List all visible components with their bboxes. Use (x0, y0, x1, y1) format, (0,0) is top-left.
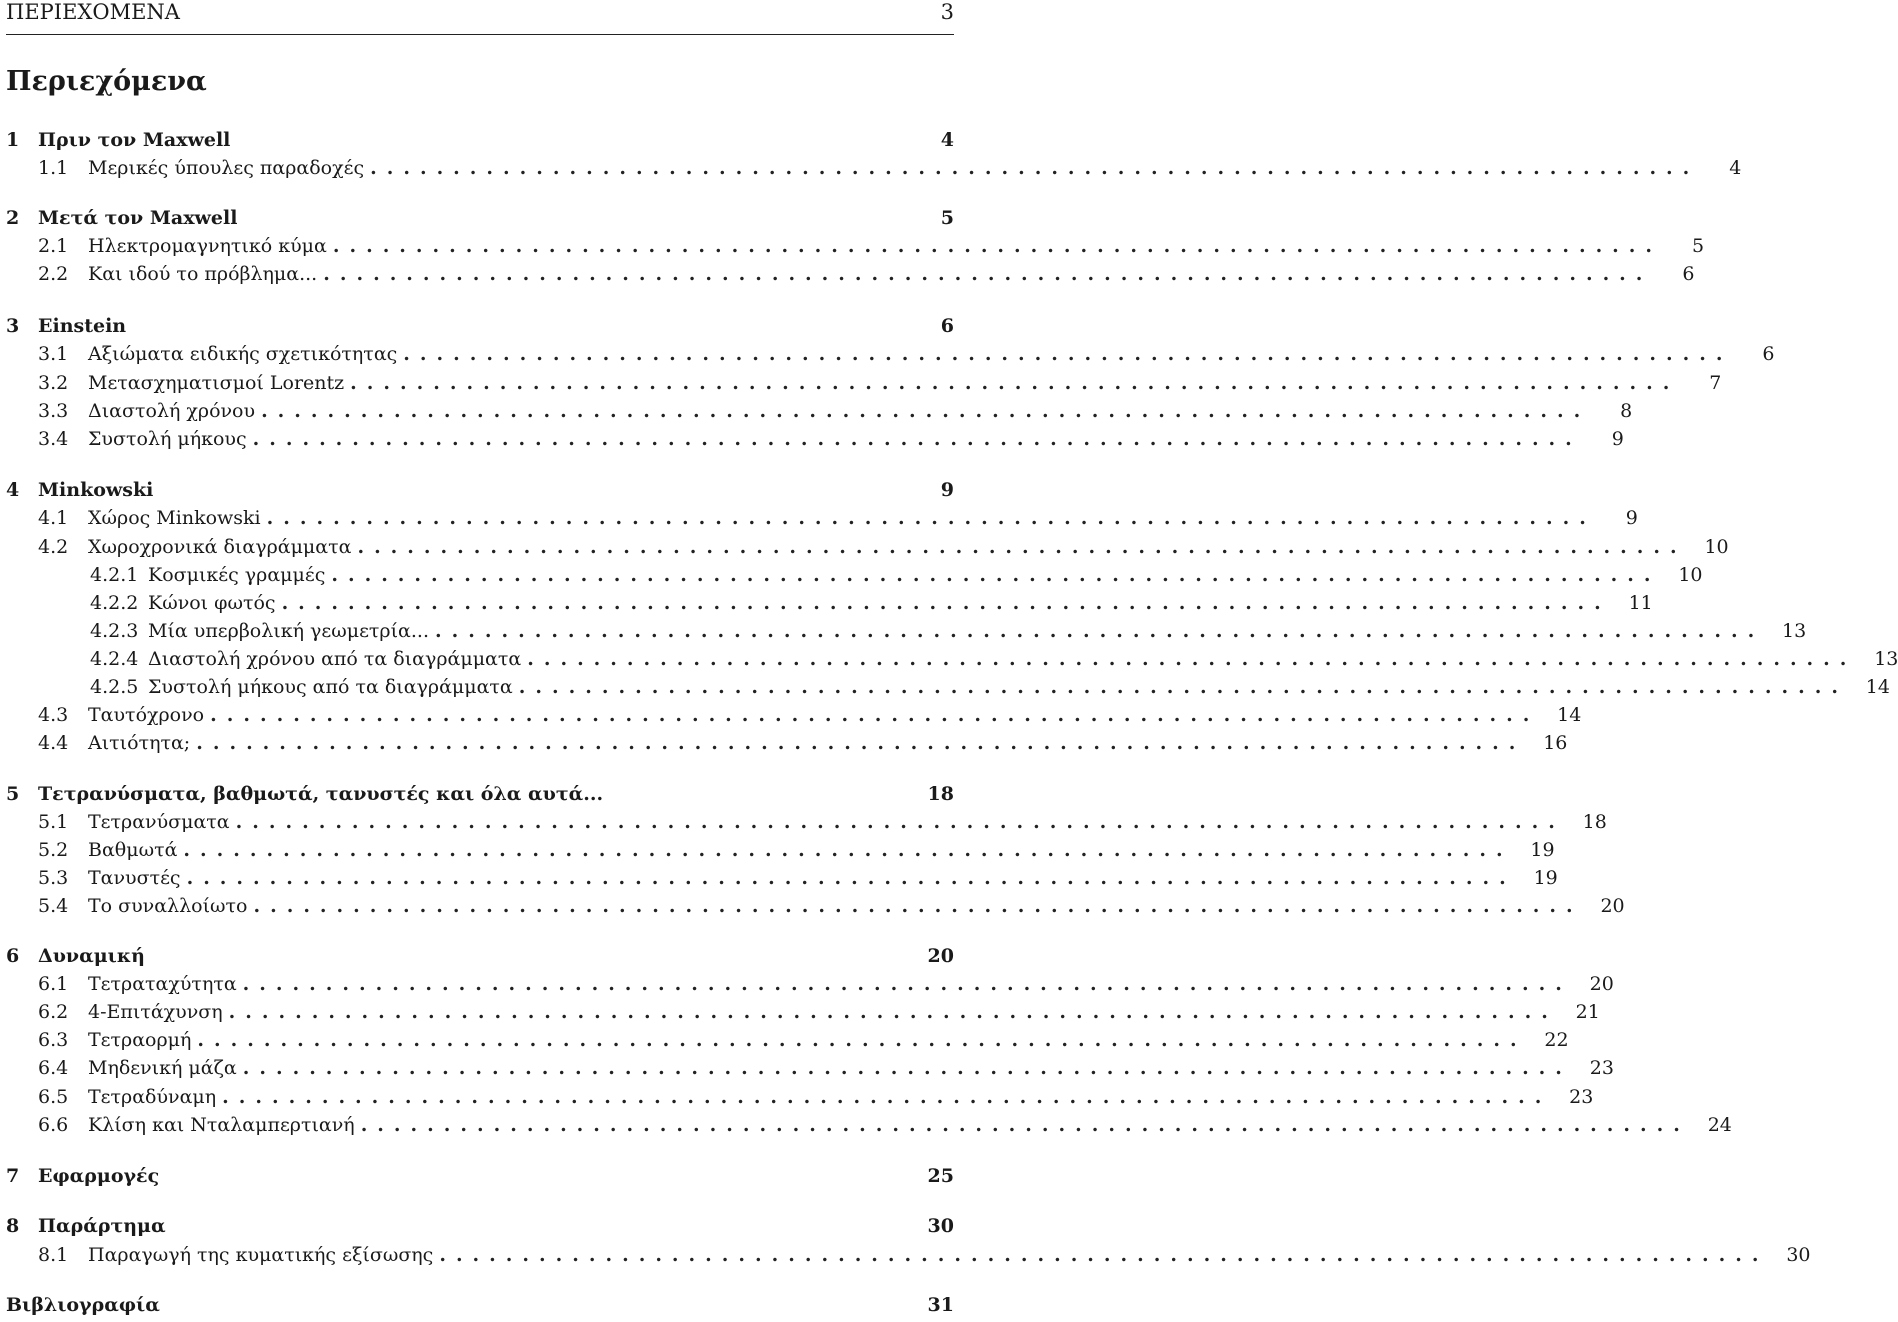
toc-entry-number: 4.2.3 (90, 620, 139, 642)
toc-entry-page: 5 (940, 207, 954, 229)
toc-entry-title: Minkowski (38, 479, 154, 501)
toc-entry-number: 3.1 (38, 343, 69, 365)
toc-entry-page: 24 (1707, 1114, 1732, 1136)
dot-leader: ................................................................................ (242, 1057, 1572, 1079)
toc-entry-title: Τετραδύναμη (88, 1086, 217, 1108)
toc-entry-number: 2.2 (38, 263, 69, 285)
toc-entry-number: 4.1 (38, 507, 69, 529)
toc-entry[interactable] (6, 369, 1722, 397)
toc-entry-number: 2.1 (38, 235, 69, 257)
toc-entry[interactable] (6, 864, 1558, 892)
toc-entry-title: Τετρανύσματα (88, 811, 230, 833)
toc-entry-title: Τετραορμή (88, 1029, 192, 1051)
running-header-title: ΠΕΡΙΕΧΟΜΕΝΑ (6, 0, 180, 24)
toc-entry-page: 20 (927, 945, 954, 967)
toc-entry-page: 20 (1589, 973, 1614, 995)
toc-entry-page: 30 (1786, 1244, 1811, 1266)
toc-entry-number: 6.6 (38, 1114, 69, 1136)
toc-entry-number: 3.2 (38, 372, 69, 394)
toc-entry-title: Το συναλλοίωτο (88, 895, 248, 917)
toc-entry-number: 8 (6, 1215, 20, 1237)
toc-entry-page: 19 (1530, 839, 1555, 861)
toc-entry[interactable] (6, 126, 954, 154)
dot-leader: ................................................................................ (518, 676, 1848, 698)
toc-entry-page: 23 (1569, 1086, 1594, 1108)
toc-entry-number: 6.4 (38, 1057, 69, 1079)
toc-entry[interactable] (6, 561, 1703, 589)
toc-entry-title: Αξιώματα ειδικής σχετικότητας (88, 343, 398, 365)
toc-entry-number: 6.2 (38, 1001, 69, 1023)
toc-entry[interactable] (6, 892, 1625, 920)
toc-entry-number: 2 (6, 207, 20, 229)
toc-entry-page: 23 (1589, 1057, 1614, 1079)
toc-entry-page: 8 (1620, 400, 1633, 422)
toc-entry-number: 6.3 (38, 1029, 69, 1051)
toc-entry-title: Διαστολή χρόνου από τα διαγράμματα (148, 648, 522, 670)
toc-entry-number: 4.3 (38, 704, 69, 726)
toc-entry-number: 1.1 (38, 157, 69, 179)
toc-entry[interactable] (6, 1162, 954, 1190)
dot-leader: ................................................................................ (210, 704, 1540, 726)
toc-entry[interactable] (6, 617, 1807, 645)
toc-entry-page: 13 (1874, 648, 1898, 670)
toc-entry-title: Παράρτημα (38, 1215, 166, 1237)
toc-entry-title: Βιβλιογραφία (6, 1294, 160, 1316)
dot-leader: ................................................................................ (186, 867, 1516, 889)
toc-entry-title: Κλίση και Νταλαμπερτιανή (88, 1114, 355, 1136)
toc-entry-page: 6 (940, 315, 954, 337)
toc-entry-page: 20 (1600, 895, 1625, 917)
page-number: 3 (940, 0, 954, 24)
toc-entry-page: 6 (1682, 263, 1695, 285)
dot-leader: ................................................................................ (350, 372, 1680, 394)
toc-entry[interactable] (6, 154, 1742, 182)
dot-leader: ................................................................................ (253, 895, 1583, 917)
toc-entry-title: Ηλεκτρομαγνητικό κύμα (88, 235, 327, 257)
toc-entry-page: 9 (1611, 428, 1624, 450)
toc-entry-title: Τετρανύσματα, βαθμωτά, τανυστές και όλα αυτά... (38, 783, 604, 805)
toc-entry[interactable] (6, 1026, 1569, 1054)
toc-entry-page: 10 (1678, 564, 1703, 586)
toc-entry-page: 16 (1543, 732, 1568, 754)
dot-leader: ................................................................................ (435, 620, 1765, 642)
dot-leader: ................................................................................ (252, 428, 1582, 450)
dot-leader: ................................................................................ (439, 1244, 1769, 1266)
toc-entry-page: 9 (1625, 507, 1638, 529)
toc-entry-number: 4 (6, 479, 20, 501)
toc-entry-page: 6 (1762, 343, 1775, 365)
toc-entry[interactable] (6, 808, 1607, 836)
toc-entry-title: Κοσμικές γραμμές (148, 564, 326, 586)
toc-entry-page: 5 (1691, 235, 1705, 257)
toc-entry-title: Μερικές ύπουλες παραδοχές (88, 157, 365, 179)
toc-entry-title: Μηδενική μάζα (88, 1057, 237, 1079)
toc-entry-title: 4-Επιτάχυνση (88, 1001, 223, 1023)
toc-entry-title: Einstein (38, 315, 127, 337)
toc-entry-number: 3.4 (38, 428, 69, 450)
toc-entry[interactable] (6, 1083, 1594, 1111)
toc-entry-number: 3 (6, 315, 20, 337)
dot-leader: ................................................................................ (403, 343, 1733, 365)
toc-entry-number: 5.1 (38, 811, 69, 833)
toc-entry-page: 21 (1575, 1001, 1600, 1023)
toc-entry-number: 7 (6, 1165, 20, 1187)
toc-entry-title: Συστολή μήκους (88, 428, 247, 450)
toc-entry-title: Και ιδού το πρόβλημα... (88, 263, 318, 285)
dot-leader: ................................................................................ (323, 263, 1653, 285)
dot-leader: ................................................................................ (370, 157, 1700, 179)
toc-entry-page: 13 (1782, 620, 1807, 642)
toc-entry[interactable] (6, 340, 1775, 368)
dot-leader: ................................................................................ (197, 1029, 1527, 1051)
toc-entry[interactable] (6, 397, 1633, 425)
toc-entry-number: 4.2.5 (90, 676, 139, 698)
toc-entry[interactable] (6, 232, 1705, 260)
toc-entry-title: Μία υπερβολική γεωμετρία... (148, 620, 430, 642)
dot-leader: ................................................................................ (357, 536, 1687, 558)
toc-entry[interactable] (6, 998, 1600, 1026)
toc-entry[interactable] (6, 1241, 1811, 1269)
toc-entry-number: 5.2 (38, 839, 69, 861)
toc-entry-page: 7 (1709, 372, 1722, 394)
toc-entry-title: Μετά τον Maxwell (38, 207, 238, 229)
toc-entry-number: 4.4 (38, 732, 69, 754)
dot-leader: ................................................................................ (281, 592, 1611, 614)
toc-entry-title: Χωροχρονικά διαγράμματα (88, 536, 352, 558)
toc-entry-page: 14 (1865, 676, 1890, 698)
toc-entry-number: 8.1 (38, 1244, 69, 1266)
toc-entry-page: 9 (940, 479, 954, 501)
dot-leader: ................................................................................ (331, 564, 1661, 586)
toc-entry-title: Παραγωγή της κυματικής εξίσωσης (88, 1244, 434, 1266)
toc-entry-number: 6.1 (38, 973, 69, 995)
dot-leader: ................................................................................ (261, 400, 1591, 422)
toc-entry-title: Τετραταχύτητα (88, 973, 237, 995)
toc-entry-title: Πριν τον Maxwell (38, 129, 231, 151)
toc-entry[interactable] (6, 204, 954, 232)
dot-leader: ................................................................................ (183, 839, 1513, 861)
toc-entry-number: 4.2 (38, 536, 69, 558)
toc-entry-page: 30 (927, 1215, 954, 1237)
toc-entry[interactable] (6, 1054, 1614, 1082)
toc-entry-page: 11 (1628, 592, 1653, 614)
toc-entry-number: 4.2.2 (90, 592, 139, 614)
toc-entry[interactable] (6, 1111, 1732, 1139)
running-header (6, 0, 954, 24)
toc-entry-title: Χώρος Minkowski (88, 507, 261, 529)
toc-entry[interactable] (6, 701, 1582, 729)
toc-entry[interactable] (6, 1212, 954, 1240)
toc-entry-title: Βαθμωτά (88, 839, 178, 861)
toc-entry[interactable] (6, 942, 954, 970)
toc-entry[interactable] (6, 970, 1614, 998)
header-rule (6, 34, 954, 35)
toc-entry[interactable] (6, 425, 1624, 453)
toc-entry[interactable] (6, 589, 1653, 617)
dot-leader: ................................................................................ (222, 1086, 1552, 1108)
toc-entry-page: 18 (1582, 811, 1607, 833)
toc-entry[interactable] (6, 504, 1638, 532)
toc-entry[interactable] (6, 1291, 954, 1319)
dot-leader: ................................................................................ (235, 811, 1565, 833)
toc-entry[interactable] (6, 476, 954, 504)
toc-entry-page: 22 (1544, 1029, 1569, 1051)
toc-entry[interactable] (6, 836, 1555, 864)
toc-entry-title: Εφαρμογές (38, 1165, 160, 1187)
toc-entry[interactable] (6, 673, 1890, 701)
toc-entry-title: Μετασχηματισμοί Lorentz (88, 372, 345, 394)
dot-leader: ................................................................................ (527, 648, 1857, 670)
toc-entry-number: 6.5 (38, 1086, 69, 1108)
dot-leader: ................................................................................ (332, 235, 1663, 257)
toc-entry-title: Δυναμική (38, 945, 145, 967)
toc-entry-page: 25 (927, 1165, 954, 1187)
toc-entry-page: 14 (1557, 704, 1582, 726)
toc-entry-number: 1 (6, 129, 20, 151)
dot-leader: ................................................................................ (360, 1114, 1690, 1136)
toc-entry[interactable] (6, 312, 954, 340)
toc-entry-page: 10 (1704, 536, 1729, 558)
toc-entry-number: 6 (6, 945, 20, 967)
toc-entry-title: Διαστολή χρόνου (88, 400, 256, 422)
toc-entry-page: 4 (940, 129, 954, 151)
toc-entry-title: Κώνοι φωτός (148, 592, 276, 614)
toc-entry-title: Τανυστές (88, 867, 181, 889)
dot-leader: ................................................................................ (242, 973, 1572, 995)
toc-entry[interactable] (6, 645, 1898, 673)
toc-entry-page: 19 (1533, 867, 1558, 889)
toc-entry-number: 5.3 (38, 867, 69, 889)
toc-entry-page: 18 (927, 783, 954, 805)
dot-leader: ................................................................................ (196, 732, 1526, 754)
dot-leader: ................................................................................ (228, 1001, 1558, 1023)
toc-entry[interactable] (6, 260, 1695, 288)
toc-entry-number: 3.3 (38, 400, 69, 422)
toc-entry[interactable] (6, 780, 954, 808)
toc-entry-number: 4.2.1 (90, 564, 139, 586)
toc-entry-title: Ταυτόχρονο (88, 704, 205, 726)
toc-entry-title: Συστολή μήκους από τα διαγράμματα (148, 676, 513, 698)
toc-entry-number: 5.4 (38, 895, 69, 917)
toc-entry-number: 5 (6, 783, 20, 805)
page-title: Περιεχόμενα (6, 66, 207, 97)
toc-entry-page: 31 (927, 1294, 954, 1316)
toc-entry-page: 4 (1729, 157, 1742, 179)
dot-leader: ................................................................................ (266, 507, 1596, 529)
toc-entry-title: Αιτιότητα; (88, 732, 191, 754)
toc-entry[interactable] (6, 533, 1729, 561)
toc-entry-number: 4.2.4 (90, 648, 139, 670)
toc-entry[interactable] (6, 729, 1568, 757)
